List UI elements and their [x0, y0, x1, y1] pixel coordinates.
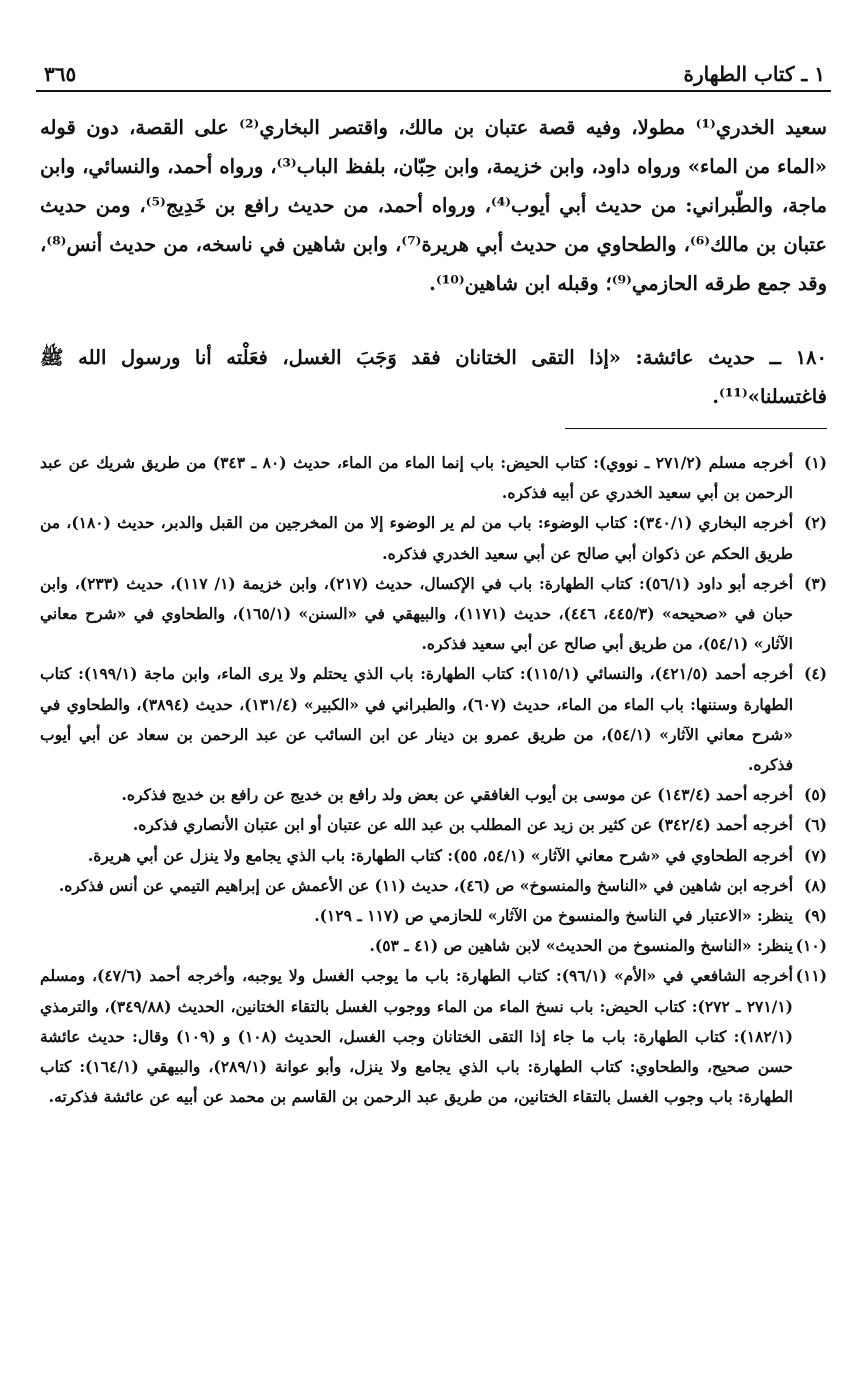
footnote-divider — [565, 428, 827, 429]
footnote-number: (٤) — [803, 664, 827, 684]
main-paragraph: سعيد الخدري⁽¹⁾ مطولا، وفيه قصة عتبان بن مالك، واقتصر البخاري⁽²⁾ على القصة، دون قوله «الماء من الماء» ورواه داود، وابن خزيمة، وابن حِبّان، بلفظ الباب⁽³⁾، ورواه أحمد، والنسائي، وابن ماجة، والطّبراني: من حديث أبي أيوب⁽⁴⁾، ورواه أحمد، من حديث رافع بن خَدِيج⁽⁵⁾، ومن حديث عتبان بن مالك⁽⁶⁾، والطحاوي من حديث أبي هريرة⁽⁷⁾، وابن شاهين في ناسخه، من حديث أنس⁽⁸⁾، وقد جمع طرقه الحازمي⁽⁹⁾؛ وقبله ابن شاهين⁽¹⁰⁾. — [40, 116, 828, 295]
footnote-number: (٩) — [803, 906, 827, 926]
footnote — [40, 569, 827, 660]
footnote-number: (٦) — [803, 815, 827, 835]
footnote — [40, 780, 827, 810]
footnote-text: ينظر: «الاعتبار في الناسخ والمنسوخ من الآثار» للحازمي ص (١١٧ ـ ١٢٩). — [314, 906, 793, 926]
footnote-text: ينظر: «الناسخ والمنسوخ من الحديث» لابن شاهين ص (٤١ ـ ٥٣). — [369, 936, 793, 956]
footnote-text: أخرجه أحمد (٣٤٢/٤) عن كثير بن زيد عن المطلب بن عبد الله عن عتبان أو ابن عتبان الأنصاري فذكره. — [132, 815, 793, 835]
page-number: ٣٦٥ — [44, 62, 77, 86]
footnote-number: (٧) — [803, 845, 827, 865]
footnote-number: (٢) — [803, 513, 827, 533]
running-header — [36, 56, 831, 92]
hadith-number: ١٨٠ ــ — [769, 346, 827, 369]
footnote — [40, 871, 827, 901]
footnote — [40, 810, 827, 840]
hadith-text: «إذا التقى الختانان فقد وَجَبَ الغسل، فعَلْته أنا ورسول الله ﷺ فاغتسلنا»⁽¹¹⁾. — [40, 346, 827, 408]
footnote-text: أخرجه أحمد (٤٢١/٥)، والنسائي (١١٥/١): كتاب الطهارة: باب الذي يحتلم ولا يرى الماء، وابن ماجة (١٩٩/١): كتاب الطهارة وسننها: باب الماء من الماء، حديث (٦٠٧)، والطبراني في «الكبير» (١٣١/٤)، حديث (٣٨٩٤)، والطحاوي في «شرح معاني الآثار» (٥٤/١)، من طريق عمرو بن دينار عن ابن السائب عن عبد الرحمن بن سعاد عن أبي أيوب فذكره. — [40, 664, 794, 775]
footnote-number: (١) — [803, 453, 827, 472]
footnote — [40, 931, 827, 961]
footnotes-section — [40, 448, 827, 1112]
footnote-text: أخرجه مسلم (٢٧١/٢ ـ نووي): كتاب الحيض: باب إنما الماء من الماء، حديث (٨٠ ـ ٣٤٣) من طريق شريك عن عبد الرحمن بن أبي سعيد الخدري عن أبيه فذكره. — [40, 453, 793, 503]
footnote — [40, 659, 827, 780]
footnote — [40, 448, 827, 508]
footnote-number: (٣) — [804, 573, 828, 593]
main-text-block — [40, 108, 827, 303]
footnote-number: (١٠) — [795, 936, 827, 956]
footnote-text: أخرجه البخاري (٣٤٠/١): كتاب الوضوء: باب من لم ير الوضوء إلا من المخرجين من القبل والدبر، حديث (١٨٠)، من طريق الحكم عن ذكوان أبي صالح عن أبي سعيد الخدري فذكره. — [40, 513, 793, 563]
footnote-text: أخرجه الطحاوي في «شرح معاني الآثار» (٥٤/١، ٥٥): كتاب الطهارة: باب الذي يجامع ولا ينزل عن أبي هريرة. — [87, 845, 793, 865]
footnote — [40, 841, 827, 871]
hadith-title: حديث عائشة: — [635, 346, 755, 369]
footnote — [40, 508, 827, 568]
footnote-number: (١١) — [795, 966, 827, 986]
footnote-number: (٥) — [803, 785, 827, 805]
chapter-title: ١ ـ كتاب الطهارة — [683, 62, 825, 86]
footnote-text: أخرجه ابن شاهين في «الناسخ والمنسوخ» ص (٤٦)، حديث (١١) عن الأعمش عن إبراهيم التيمي عن أنس فذكره. — [58, 875, 793, 895]
footnote-text: أخرجه أبو داود (٥٦/١): كتاب الطهارة: باب في الإكسال، حديث (٢١٧)، وابن خزيمة (١/ ١١٧)، حديث (٢٣٣)، وابن حبان في «صحيحه» (٤٤٥/٣، ٤٤٦)، حديث (١١٧١)، والبيهقي في «السنن» (١٦٥/١)، والطحاوي في «شرح معاني الآثار» (٥٤/١)، من طريق أبي صالح عن أبي سعيد فذكره. — [40, 573, 794, 654]
footnote — [40, 961, 827, 1112]
hadith-entry — [40, 338, 827, 416]
footnote-text: أخرجه أحمد (١٤٣/٤) عن موسى بن أيوب الغافقي عن بعض ولد رافع بن خديج عن رافع بن خديج فذكره. — [121, 785, 793, 805]
footnote — [40, 901, 827, 931]
footnote-number: (٨) — [803, 875, 827, 895]
footnote-text: أخرجه الشافعي في «الأم» (٩٦/١): كتاب الطهارة: باب ما يوجب الغسل ولا يوجبه، وأخرجه أحمد (٤٧/٦)، ومسلم (٢٧١/١ ـ ٢٧٢): كتاب الحيض: باب نسخ الماء من الماء ووجوب الغسل بالتقاء الختانين، الحديث (٣٤٩/٨٨)، والترمذي (١٨٢/١): كتاب الطهارة: باب ما جاء إذا التقى الختانان وجب الغسل، الحديث (١٠٨) و (١٠٩) وقال: حديث عائشة حسن صحيح، والطحاوي: كتاب الطهارة: باب الذي يجامع ولا ينزل، وأبو عوانة (٢٨٩/١)، والبيهقي (١٦٤/١): كتاب الطهارة: باب وجوب الغسل بالتقاء الختانين، من طريق عبد الرحمن بن القاسم بن محمد عن أبيه عن عائشة فذكرته. — [40, 966, 794, 1107]
